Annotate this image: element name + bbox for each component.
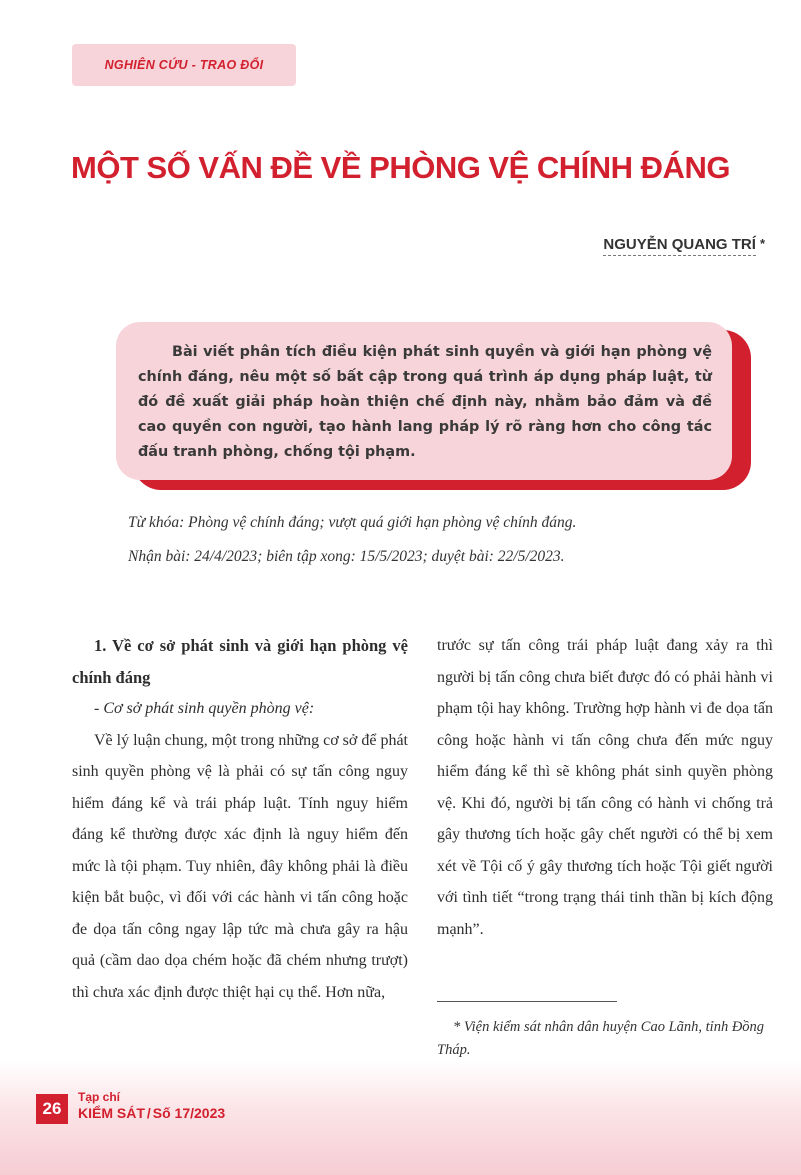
author-name: NGUYỄN QUANG TRÍ xyxy=(603,236,756,256)
section-heading: 1. Về cơ sở phát sinh và giới hạn phòng vệ chính đáng xyxy=(72,636,408,687)
article-title: MỘT SỐ VẤN ĐỀ VỀ PHÒNG VỆ CHÍNH ĐÁNG xyxy=(71,150,730,185)
author-byline xyxy=(603,236,765,253)
journal-info xyxy=(78,1090,225,1122)
journal-issue-line xyxy=(78,1104,225,1122)
journal-name: KIỂM SÁT xyxy=(78,1105,145,1121)
body-paragraph: trước sự tấn công trái pháp luật đang xảy ra thì người bị tấn công chưa biết được đó có phải hành vi phạm tội hay không. Trường hợp hành vi đe dọa tấn công hoặc hành vi tấn công chưa đến mức nguy hiểm đáng kể thì sẽ không phát sinh quyền phòng vệ. Khi đó, người bị tấn công có hành vi chống trả gây thương tích hoặc gây chết người có thể bị xem xét về Tội cố ý gây thương tích hoặc Tội giết người với tình tiết “trong trạng thái tinh thần bị kích động mạnh”. xyxy=(437,637,773,938)
issue-number: Số 17/2023 xyxy=(152,1105,226,1121)
abstract-box xyxy=(116,322,732,480)
submission-dates: Nhận bài: 24/4/2023; biên tập xong: 15/5/2023; duyệt bài: 22/5/2023. xyxy=(128,548,565,565)
journal-label: Tạp chí xyxy=(78,1090,121,1104)
subheading: - Cơ sở phát sinh quyền phòng vệ: xyxy=(94,700,315,717)
footnote: * Viện kiểm sát nhân dân huyện Cao Lãnh, tỉnh Đồng Tháp. xyxy=(437,1019,765,1058)
left-column xyxy=(72,630,408,1008)
page-number: 26 xyxy=(36,1094,68,1124)
keywords: Từ khóa: Phòng vệ chính đáng; vượt quá giới hạn phòng vệ chính đáng. xyxy=(128,514,577,531)
abstract-text: Bài viết phân tích điều kiện phát sinh quyền và giới hạn phòng vệ chính đáng, nêu một số bất cập trong quá trình áp dụng pháp luật, từ đó đề xuất giải pháp hoàn thiện chế định này, nhằm bảo đảm và đề cao quyền con người, tạo hành lang pháp lý rõ ràng hơn cho công tác đấu tranh phòng, chống tội phạm. xyxy=(138,344,712,460)
divider-slash: / xyxy=(146,1105,151,1121)
author-footnote-marker: * xyxy=(759,236,765,251)
footnote-rule xyxy=(437,1001,617,1002)
body-paragraph: Về lý luận chung, một trong những cơ sở để phát sinh quyền phòng vệ là phải có sự tấn công nguy hiểm đáng kể và trái pháp luật. Tính nguy hiểm đáng kể thường được xác định là nguy hiểm đến mức là tội phạm. Tuy nhiên, đây không phải là điều kiện bắt buộc, vì đối với các hành vi tấn công hoặc đe dọa tấn công ngay lập tức mà chưa gây ra hậu quả (cầm dao dọa chém hoặc đã chém nhưng trượt) thì chưa xác định được thiệt hại cụ thể. Hơn nữa, xyxy=(72,731,408,1001)
section-tag: NGHIÊN CỨU - TRAO ĐỔI xyxy=(72,44,296,86)
right-column xyxy=(437,630,773,945)
